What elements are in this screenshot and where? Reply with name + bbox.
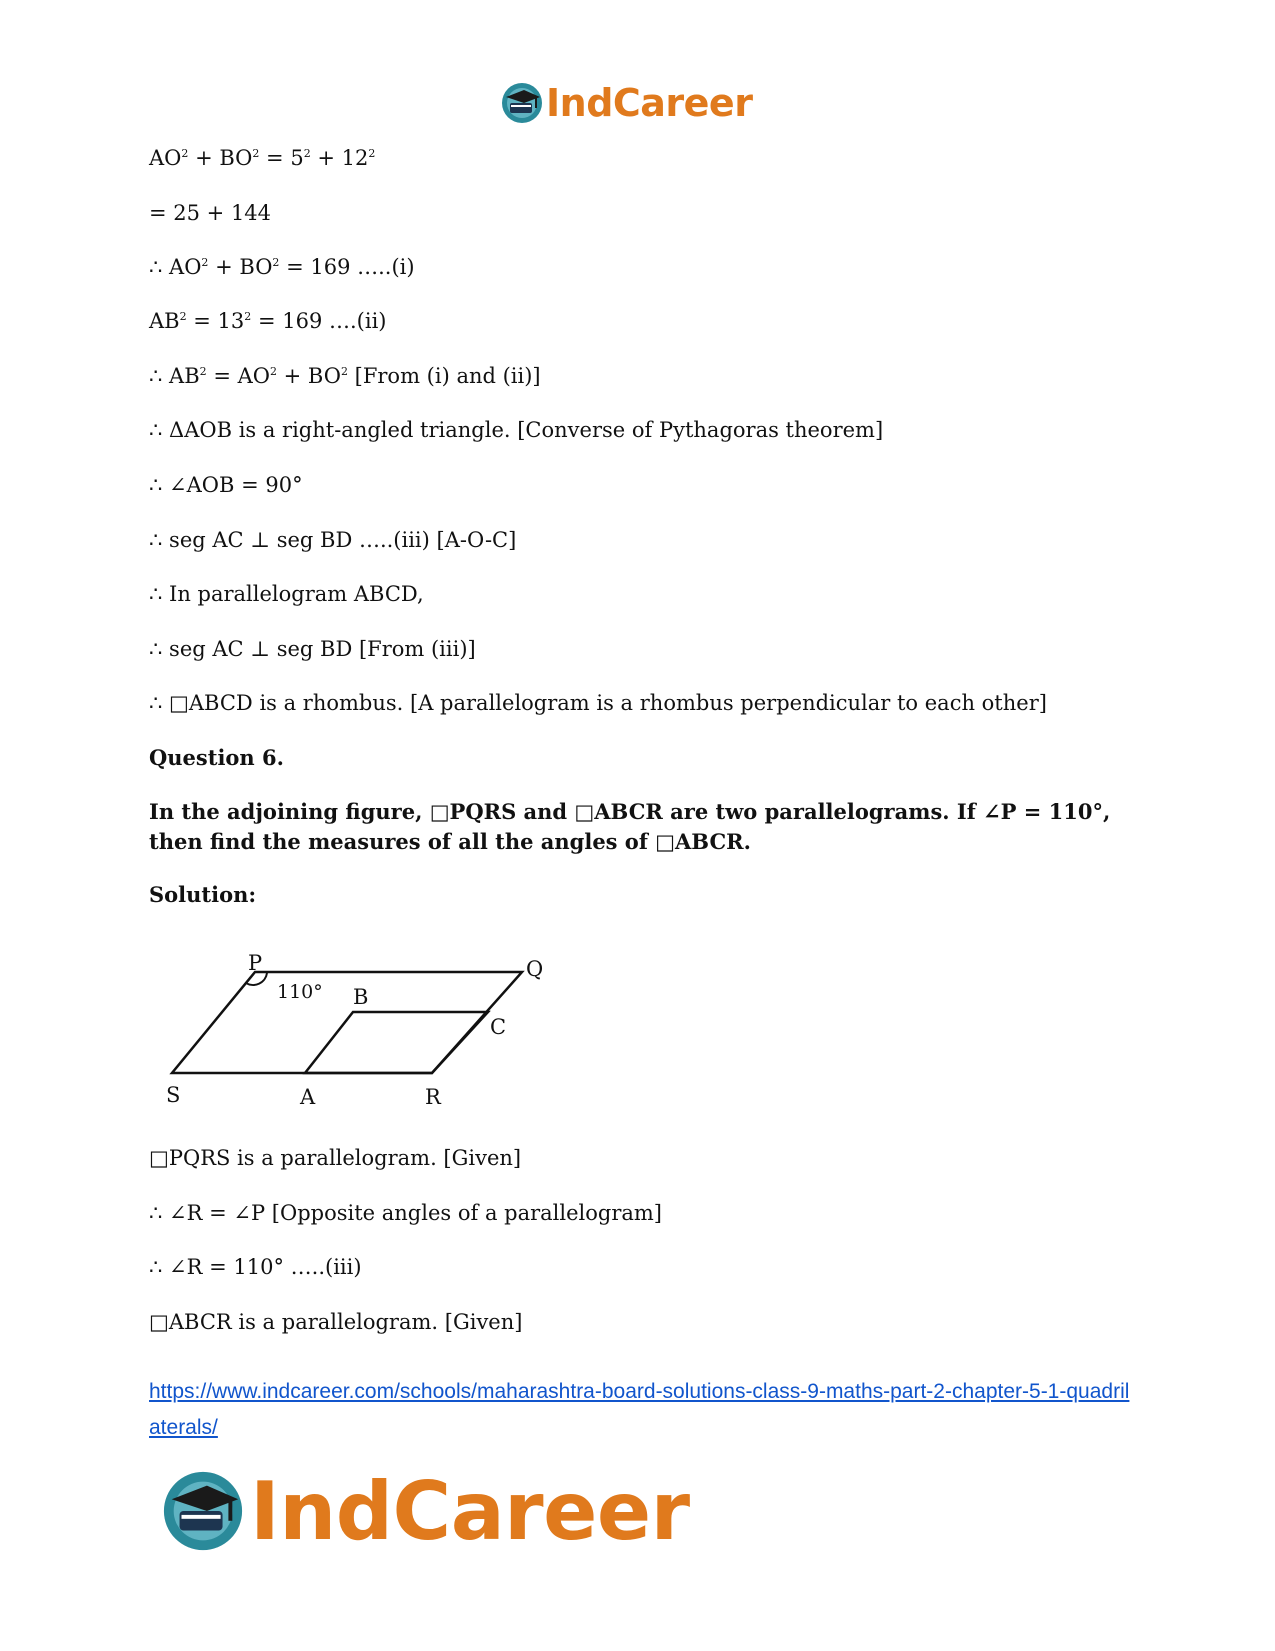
label-a: A bbox=[300, 1085, 316, 1109]
angle-label-p: 110° bbox=[277, 981, 323, 1003]
equation-line-1: $AO^2 + BO^2 = 5^2 + 12^2$ bbox=[149, 146, 376, 170]
parallelogram-pqrs bbox=[172, 972, 522, 1073]
solution-line-2: ∴ ∠R = ∠P [Opposite angles of a parallelogram] bbox=[149, 1201, 662, 1225]
statement-line-10: ∴ seg AC ⊥ seg BD [From (iii)] bbox=[149, 637, 476, 661]
solution-heading: Solution: bbox=[149, 882, 257, 907]
equation-line-4: $AB^2 = 13^2 = 169$ ….(ii) bbox=[149, 309, 387, 333]
indcareer-logo-top bbox=[500, 80, 752, 126]
question-text: In the adjoining figure, □PQRS and □ABCR are two parallelograms. If ∠P = 110°, then find the measures of all the angles of □ABCR. bbox=[149, 799, 1111, 854]
solution-line-4: □ABCR is a parallelogram. [Given] bbox=[149, 1310, 523, 1334]
statement-line-11: ∴ □ABCD is a rhombus. [A parallelogram is a rhombus perpendicular to each other] bbox=[149, 691, 1047, 715]
equation-line-2: = 25 + 144 bbox=[149, 201, 272, 225]
solution-line-3: ∴ ∠R = 110° …..(iii) bbox=[149, 1255, 362, 1279]
label-c: C bbox=[490, 1015, 507, 1039]
label-b: B bbox=[353, 985, 369, 1009]
label-r: R bbox=[425, 1085, 441, 1109]
indcareer-logo-bottom bbox=[160, 1466, 690, 1556]
graduation-cap-icon bbox=[500, 81, 544, 125]
label-p: P bbox=[248, 951, 263, 975]
parallelogram-abcr bbox=[305, 1012, 488, 1073]
equation-line-5: ∴ $AB^2 = AO^2 + BO^2$ [From (i) and (ii)] bbox=[149, 364, 541, 388]
statement-line-9: ∴ In parallelogram ABCD, bbox=[149, 582, 424, 606]
source-link[interactable]: https://www.indcareer.com/schools/maharashtra-board-solutions-class-9-maths-part-2-chapter-5-1-quadrilaterals/ bbox=[149, 1380, 1130, 1439]
solution-line-1: □PQRS is a parallelogram. [Given] bbox=[149, 1146, 522, 1170]
statement-line-8: ∴ seg AC ⊥ seg BD …..(iii) [A-O-C] bbox=[149, 528, 517, 552]
question-heading: Question 6. bbox=[149, 745, 284, 770]
equation-line-3: ∴ $AO^2 + BO^2 = 169$ …..(i) bbox=[149, 255, 415, 279]
graduation-cap-icon bbox=[160, 1468, 246, 1554]
statement-line-6: ∴ ΔAOB is a right-angled triangle. [Converse of Pythagoras theorem] bbox=[149, 418, 884, 442]
brand-name: IndCareer bbox=[250, 1464, 690, 1558]
brand-name: IndCareer bbox=[546, 81, 753, 125]
label-s: S bbox=[166, 1083, 181, 1107]
statement-line-7: ∴ ∠AOB = 90° bbox=[149, 473, 303, 497]
parallelogram-figure bbox=[160, 940, 560, 1120]
label-q: Q bbox=[526, 957, 544, 981]
